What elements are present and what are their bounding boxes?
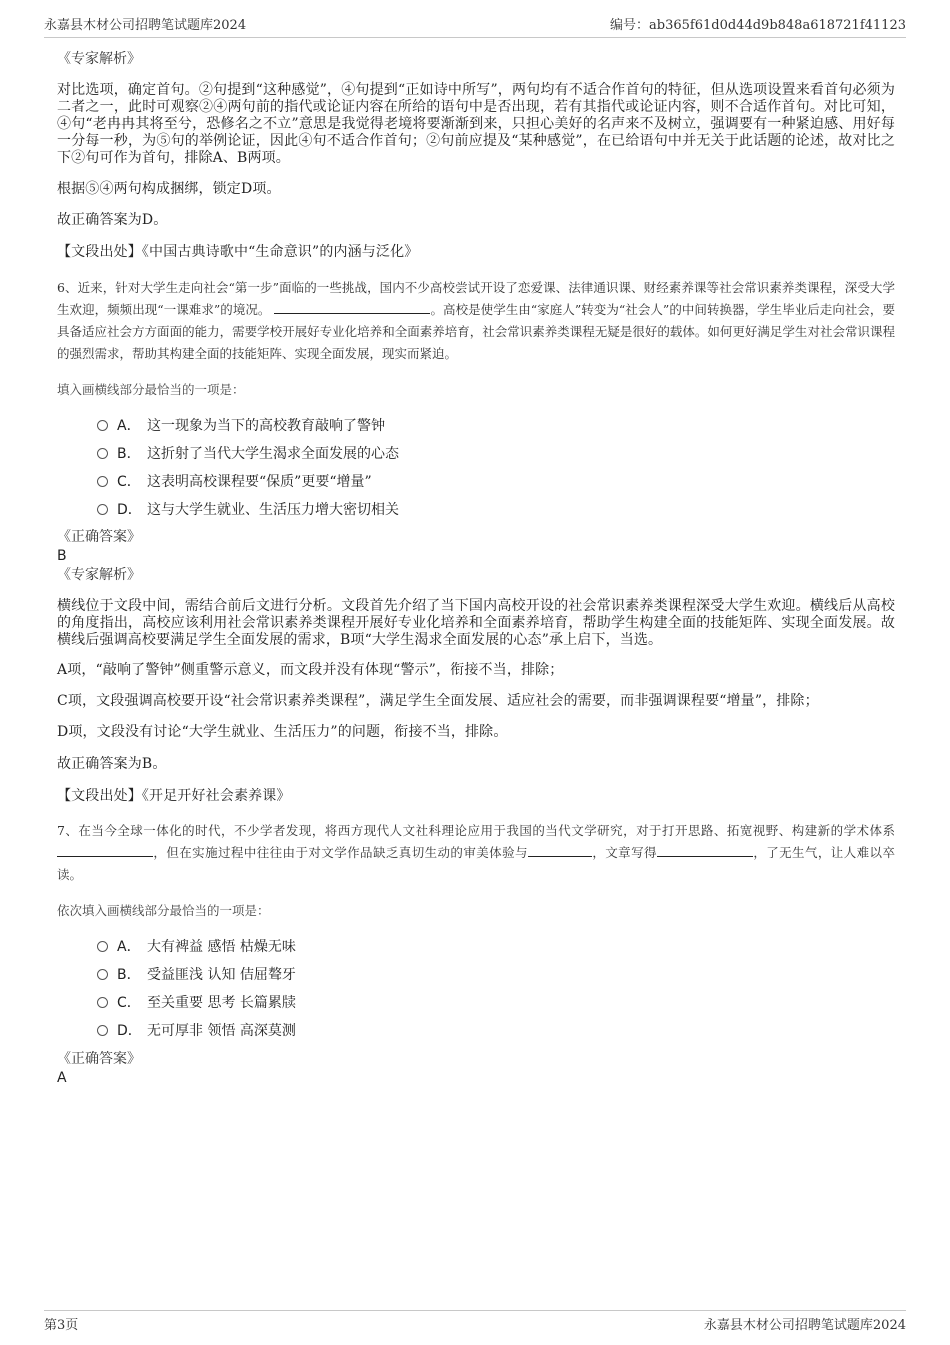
q7-option-a[interactable]: A． 大有裨益 感悟 枯燥无味 [97,933,895,961]
footer-divider [44,1310,906,1311]
q7-stem: 7、在当今全球一体化的时代，不少学者发现，将西方现代人文社科理论应用于我国的当代文学研究，对于打开思路、拓宽视野、构建新的学术体系，但在实施过程中往往由于对文学作品缺乏真切生动的审美体验与 ，文章写得 ，了无生气，让人难以卒读。 [57,823,895,882]
q6-options [97,412,895,524]
header-title: 永嘉县木材公司招聘笔试题库2024 [44,18,247,33]
q7-answer: A [57,1070,67,1086]
q6-stem: 6、近来，针对大学生走向社会“第一步”面临的一些挑战，国内不少高校尝试开设了恋爱课、法律通识课、财经素养课等社会常识素养类课程，深受大学生欢迎，频频出现“一课难求”的境况。 。高校是使学生由“家庭人”转变为“社会人”的中间转换器，学生毕业后走向社会，要具备适应社会方方面面的能力，需要学校开展好专业化培养和全面素养培育，社会常识素养类课程无疑是很好的载体。如何更好满足学生对社会常识课程的强烈需求，帮助其构建全面的技能矩阵、实现全面发展，现实而紧迫。 [57,280,895,361]
q7-answer-label: 《正确答案》 [57,1051,141,1067]
q6-option-a[interactable]: A． 这一现象为当下的高校教育敲响了警钟 [97,412,895,440]
radio-icon[interactable] [97,420,108,431]
q5-answer-statement: 故正确答案为D。 [57,212,168,228]
q6-analysis-paragraph: 横线位于文段中间，需结合前后文进行分析。文段首先介绍了当下国内高校开设的社会常识素养类课程深受大学生欢迎。横线后从高校的角度指出，高校应该利用社会常识素养类课程开展好专业化培养和全面素养培育，帮助学生构建全面的技能矩阵、实现全面发展。故横线后强调高校要满足学生全面发展的需求，B项“大学生渴求全面发展的心态”承上启下，当选。 [57,598,895,648]
q6-analysis-paragraph: C项，文段强调高校要开设“社会常识素养类课程”，满足学生全面发展、适应社会的需要，而非强调课程要“增量”，排除； [57,693,819,709]
q6-analysis-paragraph: D项，文段没有讨论“大学生就业、生活压力”的问题，衔接不当，排除。 [57,724,508,740]
q5-analysis-paragraph: 对比选项，确定首句。②句提到“这种感觉”，④句提到“正如诗中所写”，两句均有不适合作首句的特征，但从选项设置来看首句必须为二者之一，此时可观察②④两句前的指代或论证内容在所给的语句中是否出现，若有其指代或论证内容，则不合适作首句。对比可知，④句“老冉冉其将至兮，恐修名之不立”意思是我觉得老境将要渐渐到来，只担心美好的名声来不及树立，强调要有一种紧迫感、用好每一分每一秒，为⑤句的举例论证，因此④句不适合作首句；②句前应提及“某种感觉”，在已给语句中并无关于此话题的论述，故对比之下②句可作为首句，排除A、B两项。 [57,82,895,166]
q5-source: 【文段出处】《中国古典诗歌中“生命意识”的内涵与泛化》 [57,244,419,260]
q7-blank-1 [57,844,153,857]
q7-option-d[interactable]: D． 无可厚非 领悟 高深莫测 [97,1017,895,1045]
radio-icon[interactable] [97,997,108,1008]
page-header [44,14,906,36]
q7-option-c[interactable]: C． 至关重要 思考 长篇累牍 [97,989,895,1017]
q6-source: 【文段出处】《开足开好社会素养课》 [57,788,291,804]
q6-option-b[interactable]: B． 这折射了当代大学生渴求全面发展的心态 [97,440,895,468]
q6-answer-label: 《正确答案》 [57,529,141,545]
page-number: 第3页 [44,1318,79,1333]
q6-instruction: 填入画横线部分最恰当的一项是： [57,382,245,397]
radio-icon[interactable] [97,476,108,487]
radio-icon[interactable] [97,1025,108,1036]
radio-icon[interactable] [97,504,108,515]
q6-analysis-label: 《专家解析》 [57,567,141,583]
q7-instruction: 依次填入画横线部分最恰当的一项是： [57,903,270,918]
q6-option-d[interactable]: D． 这与大学生就业、生活压力增大密切相关 [97,496,895,524]
q7-option-b[interactable]: B． 受益匪浅 认知 佶屈聱牙 [97,961,895,989]
q6-blank [274,301,430,314]
radio-icon[interactable] [97,969,108,980]
radio-icon[interactable] [97,448,108,459]
q6-answer-statement: 故正确答案为B。 [57,756,167,772]
q6-option-c[interactable]: C． 这表明高校课程要“保质”更要“增量” [97,468,895,496]
q7-blank-3 [657,844,753,857]
q5-analysis-label: 《专家解析》 [57,51,141,67]
footer-title: 永嘉县木材公司招聘笔试题库2024 [703,1318,906,1333]
radio-icon[interactable] [97,941,108,952]
q5-analysis-paragraph: 根据⑤④两句构成捆绑，锁定D项。 [57,181,281,197]
q6-analysis-paragraph: A项，“敲响了警钟”侧重警示意义，而文段并没有体现“警示”，衔接不当，排除； [57,662,564,678]
header-serial: 编号：ab365f61d0d44d9b848a618721f41123 [610,18,906,33]
q7-options [97,933,895,1045]
page-content [57,47,895,1088]
header-divider [44,37,906,38]
q6-answer: B [57,548,67,564]
q7-blank-2 [528,844,592,857]
